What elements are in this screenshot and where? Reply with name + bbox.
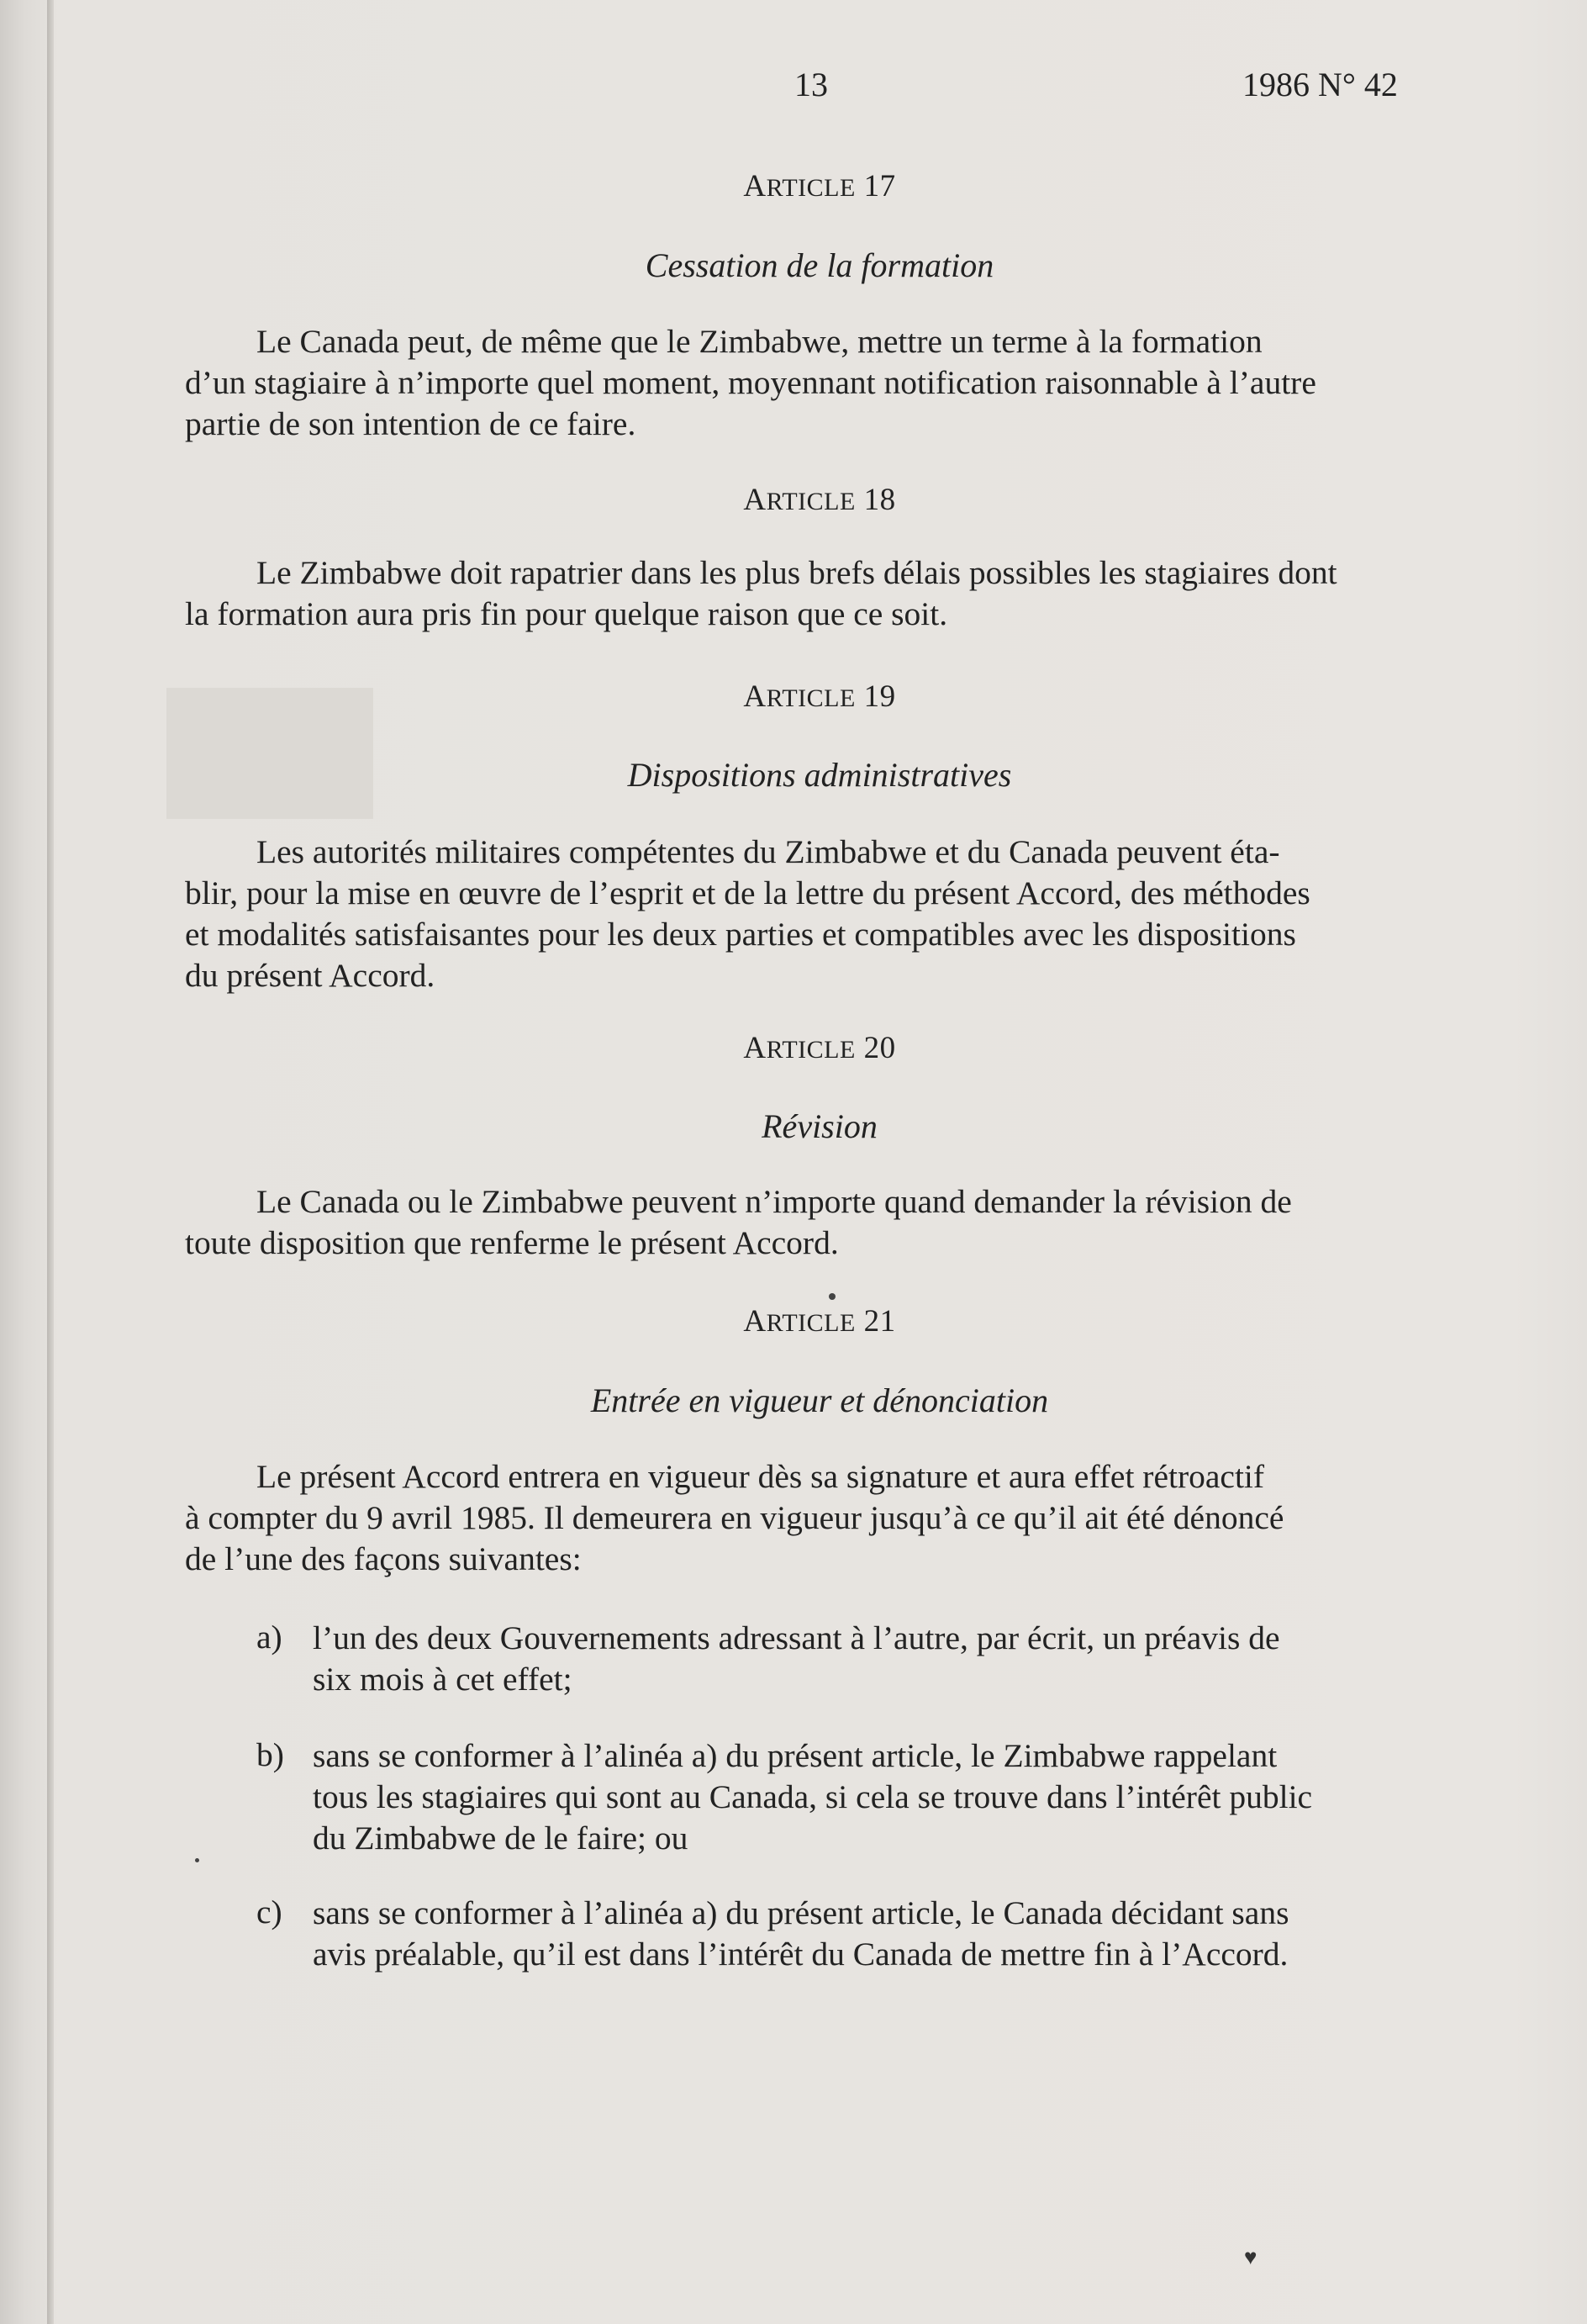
article-heading: ARTICLE 18: [743, 483, 896, 517]
paragraph-line: et modalités satisfaisantes pour les deux parties et compatibles avec les dispositions: [185, 916, 1296, 953]
paragraph-line: toute disposition que renferme le présent Accord.: [185, 1224, 839, 1261]
article-paragraph: [185, 552, 1454, 635]
article-subtitle: Entrée en vigueur et dénonciation: [590, 1381, 1049, 1419]
article-paragraph: [185, 832, 1454, 996]
list-item-marker: c): [256, 1894, 282, 1931]
bleed-through-patch: [166, 688, 373, 819]
document-reference: 1986 N° 42: [1242, 66, 1398, 103]
page-number: 13: [794, 66, 828, 103]
article-paragraph: [185, 1456, 1454, 1580]
article-heading: ARTICLE 20: [743, 1031, 896, 1065]
paragraph-line: la formation aura pris fin pour quelque raison que ce soit.: [185, 595, 948, 632]
list-item-line: avis préalable, qu’il est dans l’intérêt du Canada de mettre fin à l’Accord.: [313, 1936, 1289, 1973]
list-item: [313, 1893, 1456, 1975]
list-item-line: l’un des deux Gouvernements adressant à l’autre, par écrit, un préavis de: [313, 1619, 1280, 1656]
list-item-line: six mois à cet effet;: [313, 1661, 572, 1698]
list-item-line: sans se conformer à l’alinéa a) du présent article, le Zimbabwe rappelant: [313, 1737, 1278, 1774]
ink-speck: [195, 1858, 199, 1862]
footer-mark-icon: ♥: [1244, 2245, 1257, 2269]
list-item-line: tous les stagiaires qui sont au Canada, si cela se trouve dans l’intérêt public: [313, 1778, 1313, 1815]
paragraph-line: blir, pour la mise en œuvre de l’esprit et de la lettre du présent Accord, des méthodes: [185, 874, 1310, 911]
list-item-line: du Zimbabwe de le faire; ou: [313, 1820, 688, 1857]
paragraph-line: partie de son intention de ce faire.: [185, 405, 636, 442]
paragraph-line: d’un stagiaire à n’importe quel moment, moyennant notification raisonnable à l’autre: [185, 364, 1316, 401]
list-item: [313, 1735, 1456, 1859]
ink-dot: [829, 1293, 836, 1300]
list-item: [313, 1618, 1456, 1700]
list-item-marker: b): [256, 1736, 284, 1773]
article-heading: ARTICLE 19: [743, 679, 896, 714]
paragraph-line: à compter du 9 avril 1985. Il demeurera en vigueur jusqu’à ce qu’il ait été dénoncé: [185, 1499, 1284, 1536]
article-subtitle: Cessation de la formation: [645, 246, 994, 284]
paragraph-line: Le présent Accord entrera en vigueur dès sa signature et aura effet rétroactif: [256, 1458, 1265, 1495]
paragraph-line: Le Canada ou le Zimbabwe peuvent n’importe quand demander la révision de: [256, 1183, 1292, 1220]
page-binding: [47, 0, 54, 2324]
article-heading: ARTICLE 21: [743, 1304, 896, 1339]
list-item-marker: a): [256, 1619, 282, 1656]
paragraph-line: Le Canada peut, de même que le Zimbabwe, mettre un terme à la formation: [256, 323, 1263, 360]
article-paragraph: [185, 1181, 1454, 1264]
paragraph-line: Le Zimbabwe doit rapatrier dans les plus brefs délais possibles les stagiaires dont: [256, 554, 1337, 591]
paragraph-line: du présent Accord.: [185, 957, 435, 994]
article-subtitle: Révision: [762, 1107, 878, 1145]
paragraph-line: Les autorités militaires compétentes du Zimbabwe et du Canada peuvent éta-: [256, 833, 1280, 870]
article-paragraph: [185, 321, 1454, 445]
list-item-line: sans se conformer à l’alinéa a) du présent article, le Canada décidant sans: [313, 1894, 1289, 1931]
paragraph-line: de l’une des façons suivantes:: [185, 1540, 582, 1577]
article-subtitle: Dispositions administratives: [627, 756, 1012, 794]
article-heading: ARTICLE 17: [743, 169, 896, 203]
